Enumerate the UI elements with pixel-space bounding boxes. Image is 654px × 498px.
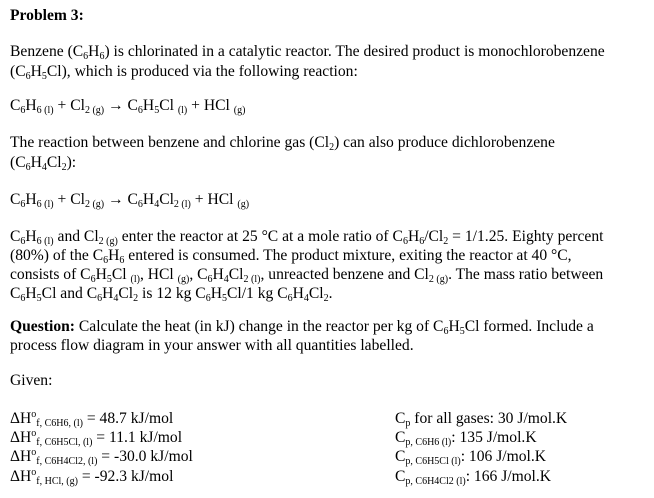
text-run: H	[292, 285, 304, 302]
subscript: (g)	[177, 274, 190, 285]
text-run: Cl	[111, 266, 131, 283]
subscript: 6 (l)	[36, 236, 54, 247]
text-run: : 135 J/mol.K	[451, 429, 537, 446]
enthalpy-item	[10, 447, 193, 466]
subscript: (l)	[177, 105, 188, 116]
subscript: 2	[133, 293, 139, 304]
text-run: H	[142, 191, 155, 208]
subscript: 5	[41, 71, 47, 82]
text-run: : 106 J/mol.K	[460, 448, 547, 465]
subscript: 6	[83, 51, 89, 62]
text-run: (C	[10, 63, 26, 80]
text-run: : 166 J/mol.K	[465, 468, 552, 485]
subscript: 6	[137, 199, 143, 210]
text-run: H	[212, 266, 224, 283]
subscript: f, C6H5Cl, (l)	[36, 437, 93, 448]
subscript: p, C6H4Cl2 (l)	[405, 476, 466, 487]
subscript: p, C6H5Cl (l)	[405, 456, 461, 467]
superscript: o	[31, 447, 37, 458]
text-run: H	[95, 266, 107, 283]
text-run: H	[102, 285, 114, 302]
subscript: 6 (l)	[36, 105, 54, 116]
superscript: o	[31, 428, 37, 439]
enthalpy-item	[10, 428, 182, 447]
text-run: H	[210, 285, 222, 302]
text-run: C	[395, 448, 406, 465]
text-run: = -92.3 kJ/mol	[77, 468, 174, 485]
subscript: 2	[61, 162, 67, 173]
subscript: 6	[99, 51, 105, 62]
question-line	[10, 336, 414, 355]
text-run: H	[25, 191, 37, 208]
text-run: ΔH	[10, 448, 32, 465]
text-run: , HCl	[139, 266, 178, 283]
subscript: 2	[329, 142, 335, 153]
subscript: 6	[20, 236, 26, 247]
text-run: → C	[104, 97, 138, 114]
subscript: f, C6H4Cl2, (l)	[36, 456, 98, 467]
text-run: = 48.7 kJ/mol	[82, 410, 174, 427]
subscript: 2	[443, 236, 449, 247]
text-run: Cl	[118, 285, 134, 302]
text-run: process flow diagram in your answer with all quantities labelled.	[10, 337, 414, 354]
subscript: 6	[137, 105, 143, 116]
text-run: + Cl	[53, 191, 85, 208]
problem-title: Problem 3:	[10, 7, 84, 24]
subscript: 2 (g)	[428, 274, 449, 285]
subscript: 4	[113, 293, 119, 304]
text-run: H	[108, 247, 120, 264]
text-run: H	[30, 63, 42, 80]
given-label: Given:	[10, 372, 53, 389]
heat-capacity-item	[395, 467, 551, 486]
conditions-line	[10, 265, 603, 284]
text-run: Cl	[159, 191, 174, 208]
subscript: 6 (l)	[36, 199, 54, 210]
subscript: 6	[97, 293, 103, 304]
subscript: (g)	[233, 105, 246, 116]
subscript: 2 (g)	[98, 236, 118, 247]
text-run: + Cl	[53, 97, 85, 114]
subscript: p	[405, 418, 411, 429]
text-run: Cl and C	[41, 285, 98, 302]
subscript: 2 (l)	[173, 199, 191, 210]
subscript: 6	[207, 274, 213, 285]
text-run: Cl	[159, 97, 178, 114]
reaction-equation-2	[10, 190, 249, 209]
subscript: 5	[154, 105, 160, 116]
text-run: and Cl	[53, 228, 99, 245]
text-run: = -30.0 kJ/mol	[97, 448, 193, 465]
text-run: = 1/1.25. Eighty percent	[448, 228, 604, 245]
subscript: 6	[287, 293, 293, 304]
text-run: + HCl	[187, 97, 234, 114]
subscript: 6	[20, 293, 26, 304]
side-reaction-text	[10, 153, 76, 172]
text-run: C	[395, 468, 406, 485]
text-run: , C	[189, 266, 208, 283]
text-run: H	[448, 318, 460, 335]
text-run: ΔH	[10, 429, 32, 446]
subscript: (g)	[237, 199, 250, 210]
text-run: is 12 kg C	[138, 285, 206, 302]
question-line	[10, 317, 594, 336]
text-run: → C	[104, 191, 138, 208]
text-run: = 11.1 kJ/mol	[92, 429, 183, 446]
subscript: 5	[36, 293, 42, 304]
subscript: 2 (g)	[84, 105, 105, 116]
subscript: 6	[119, 255, 125, 266]
conditions-line	[10, 246, 572, 265]
subscript: f, HCl, (g)	[36, 476, 78, 487]
text-run: H	[88, 43, 100, 60]
subscript: 6	[90, 274, 96, 285]
text-run: H	[25, 228, 37, 245]
subscript: 5	[221, 293, 227, 304]
subscript: 4	[223, 274, 229, 285]
heat-capacity-item	[395, 428, 537, 447]
text-run: C	[10, 285, 21, 302]
heat-capacity-item	[395, 409, 567, 428]
subscript: 6	[443, 326, 449, 337]
conditions-line	[10, 284, 333, 303]
text-run: C	[10, 97, 21, 114]
text-run: Calculate the heat (in kJ) change in the reactor per kg of C	[74, 318, 444, 335]
subscript: 4	[41, 162, 47, 173]
text-run: . The mass ratio between	[448, 266, 604, 283]
reaction-equation-1	[10, 96, 245, 115]
subscript: 6	[205, 293, 211, 304]
text-run: C	[395, 410, 406, 427]
text-run: Cl	[46, 154, 62, 171]
text-run: ) is chlorinated in a catalytic reactor. The desired product is monochlorobenzene	[104, 43, 605, 60]
text-run: The reaction between benzene and chlorine gas (Cl	[10, 134, 330, 151]
text-run: entered is consumed. The product mixture, exiting the reactor at 40 °C,	[124, 247, 572, 264]
subscript: 6	[25, 162, 31, 173]
text-run: H	[142, 97, 155, 114]
subscript: 5	[459, 326, 465, 337]
text-run: H	[30, 154, 42, 171]
text-run: H	[25, 97, 37, 114]
text-run: C	[10, 191, 21, 208]
superscript: o	[31, 409, 37, 420]
text-run: (C	[10, 154, 26, 171]
text-run: C	[10, 228, 21, 245]
intro-line	[10, 42, 605, 61]
text-run: ):	[66, 154, 77, 171]
subscript: 6	[103, 255, 109, 266]
subscript: p, C6H6 (l)	[405, 437, 452, 448]
text-run: enter the reactor at 25 °C at a mole ratio of C	[117, 228, 403, 245]
side-reaction-text	[10, 133, 555, 152]
text-run: (80%) of the C	[10, 247, 104, 264]
text-run: .	[328, 285, 333, 302]
text-run: for all gases: 30 J/mol.K	[410, 410, 568, 427]
subscript: 6	[419, 236, 425, 247]
subscript: f, C6H6, (l)	[36, 418, 83, 429]
text-run: Cl	[308, 285, 324, 302]
subscript: 2 (g)	[84, 199, 105, 210]
enthalpy-item	[10, 467, 173, 486]
text-run: + HCl	[190, 191, 238, 208]
subscript: 6	[20, 105, 26, 116]
text-run: , unreacted benzene and Cl	[260, 266, 429, 283]
text-run: ΔH	[10, 468, 32, 485]
conditions-line	[10, 227, 603, 246]
subscript: 4	[154, 199, 160, 210]
text-run: /Cl	[424, 228, 444, 245]
text-run: Cl/1 kg C	[226, 285, 288, 302]
text-run: Question:	[10, 318, 75, 335]
text-run: consists of C	[10, 266, 91, 283]
subscript: 4	[303, 293, 309, 304]
text-run: Benzene (C	[10, 43, 84, 60]
text-run: Cl), which is produced via the following reaction:	[46, 63, 358, 80]
subscript: 6	[20, 199, 26, 210]
intro-line	[10, 62, 358, 81]
text-run: ) can also produce dichlorobenzene	[334, 134, 555, 151]
text-run: H	[25, 285, 37, 302]
subscript: 6	[402, 236, 408, 247]
text-run: C	[395, 429, 406, 446]
text-run: Cl	[228, 266, 244, 283]
text-run: H	[407, 228, 420, 245]
text-run: Cl formed. Include a	[464, 318, 594, 335]
text-run: ΔH	[10, 410, 32, 427]
subscript: 5	[106, 274, 112, 285]
subscript: 2 (l)	[243, 274, 261, 285]
subscript: 6	[25, 71, 31, 82]
subscript: 2	[323, 293, 329, 304]
subscript: (l)	[130, 274, 140, 285]
heat-capacity-item	[395, 447, 546, 466]
enthalpy-item	[10, 409, 173, 428]
superscript: o	[31, 467, 37, 478]
